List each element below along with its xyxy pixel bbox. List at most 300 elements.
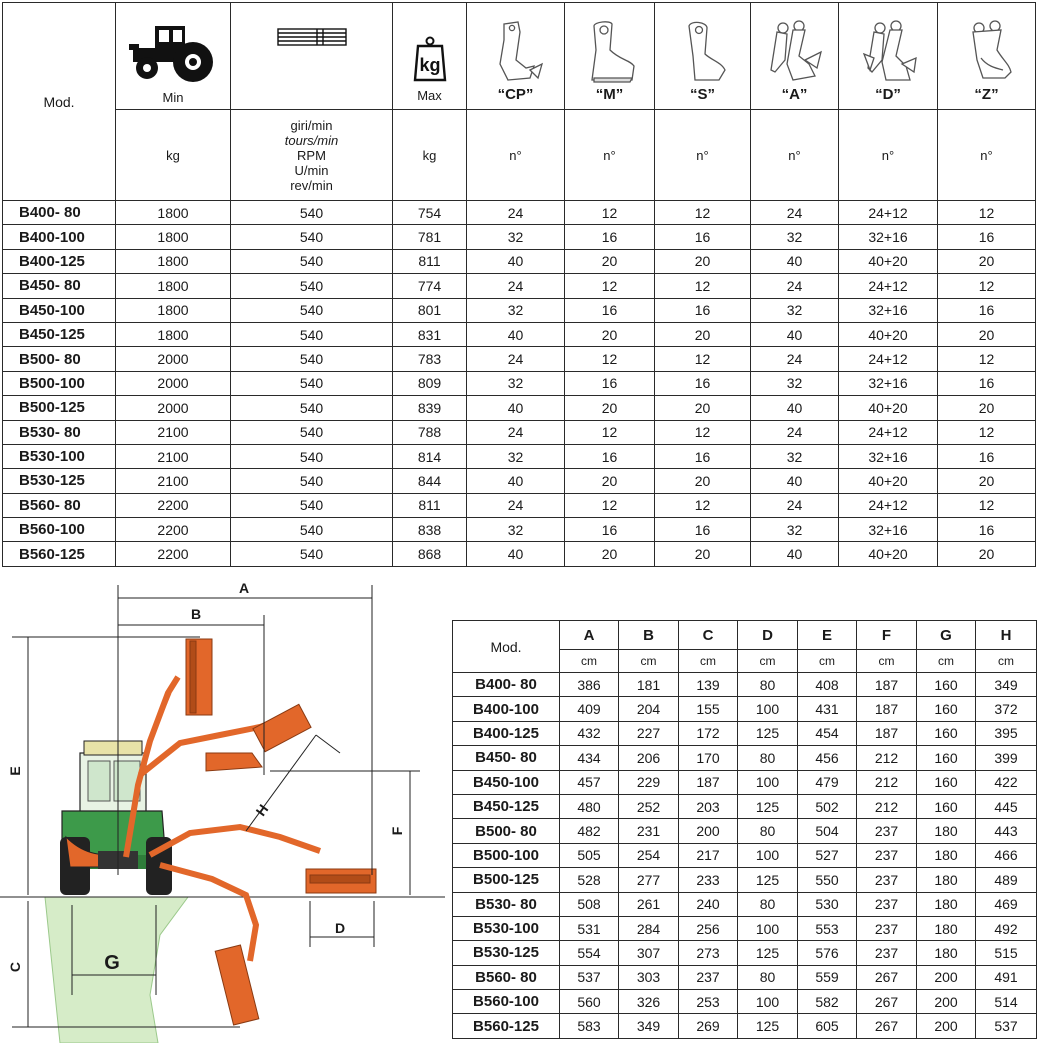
model-cell: B450-125 [3,322,116,346]
spec-row [3,493,1036,517]
value-cell: 155 [679,697,738,721]
value-cell: 284 [619,916,679,940]
dims-row [453,941,1037,965]
value-cell: 233 [679,868,738,892]
value-cell: 582 [798,990,857,1014]
blade-m-icon [580,20,640,86]
value-cell: 240 [679,892,738,916]
value-cell: 457 [560,770,619,794]
dims-unit: cm [738,650,798,673]
value-cell: 489 [976,868,1037,892]
model-cell: B530-125 [453,941,560,965]
value-cell: 32+16 [839,518,938,542]
value-cell: 16 [655,371,751,395]
blade-m-unit: n° [565,110,655,201]
tractor-min-label: Min [162,90,184,105]
kg-max-header [393,3,467,110]
value-cell: 180 [917,916,976,940]
value-cell: 20 [565,249,655,273]
value-cell: 12 [565,274,655,298]
dimensions-table-body [453,673,1037,1039]
blade-s-label: “S” [689,86,715,103]
value-cell: 540 [231,493,393,517]
value-cell: 20 [655,249,751,273]
value-cell: 540 [231,274,393,298]
dims-row [453,1014,1037,1038]
spec-table [2,2,1036,567]
value-cell: 160 [917,721,976,745]
pto-header [231,3,393,110]
dims-row [453,868,1037,892]
value-cell: 40+20 [839,249,938,273]
value-cell: 160 [917,770,976,794]
value-cell: 16 [655,298,751,322]
value-cell: 540 [231,249,393,273]
blade-a-unit: n° [751,110,839,201]
value-cell: 456 [798,746,857,770]
value-cell: 252 [619,794,679,818]
value-cell: 554 [560,941,619,965]
value-cell: 838 [393,518,467,542]
value-cell: 504 [798,819,857,843]
value-cell: 204 [619,697,679,721]
model-cell: B530- 80 [453,892,560,916]
value-cell: 831 [393,322,467,346]
dims-col-f: F [857,621,917,650]
value-cell: 32 [467,444,565,468]
model-cell: B400-100 [3,225,116,249]
value-cell: 553 [798,916,857,940]
value-cell: 277 [619,868,679,892]
value-cell: 160 [917,746,976,770]
value-cell: 12 [938,347,1036,371]
value-cell: 125 [738,794,798,818]
value-cell: 32 [751,518,839,542]
value-cell: 187 [857,721,917,745]
value-cell: 273 [679,941,738,965]
value-cell: 160 [917,697,976,721]
value-cell: 40 [467,542,565,566]
dims-row [453,721,1037,745]
blade-cp-icon [486,20,546,86]
value-cell: 540 [231,396,393,420]
value-cell: 540 [231,420,393,444]
value-cell: 80 [738,819,798,843]
value-cell: 24 [751,201,839,225]
value-cell: 206 [619,746,679,770]
model-cell: B500-100 [453,843,560,867]
value-cell: 227 [619,721,679,745]
value-cell: 200 [917,990,976,1014]
value-cell: 12 [655,493,751,517]
value-cell: 20 [938,249,1036,273]
value-cell: 80 [738,746,798,770]
value-cell: 530 [798,892,857,916]
value-cell: 372 [976,697,1037,721]
value-cell: 40 [751,322,839,346]
value-cell: 180 [917,892,976,916]
value-cell: 20 [655,469,751,493]
svg-text:kg: kg [418,55,441,75]
value-cell: 432 [560,721,619,745]
value-cell: 491 [976,965,1037,989]
model-cell: B450- 80 [453,746,560,770]
value-cell: 32 [751,371,839,395]
value-cell: 540 [231,298,393,322]
value-cell: 217 [679,843,738,867]
value-cell: 1800 [116,225,231,249]
dims-unit: cm [798,650,857,673]
value-cell: 2100 [116,444,231,468]
value-cell: 20 [938,469,1036,493]
value-cell: 40 [751,249,839,273]
value-cell: 267 [857,965,917,989]
value-cell: 443 [976,819,1037,843]
value-cell: 180 [917,843,976,867]
value-cell: 80 [738,965,798,989]
dims-row [453,746,1037,770]
dims-col-d: D [738,621,798,650]
value-cell: 237 [857,941,917,965]
value-cell: 409 [560,697,619,721]
value-cell: 2200 [116,542,231,566]
value-cell: 528 [560,868,619,892]
value-cell: 809 [393,371,467,395]
blade-s-unit: n° [655,110,751,201]
value-cell: 540 [231,347,393,371]
value-cell: 537 [560,965,619,989]
value-cell: 80 [738,673,798,697]
value-cell: 180 [917,868,976,892]
value-cell: 267 [857,990,917,1014]
value-cell: 20 [655,322,751,346]
value-cell: 181 [619,673,679,697]
dims-unit: cm [560,650,619,673]
value-cell: 180 [917,941,976,965]
spec-row [3,201,1036,225]
blade-d-unit: n° [839,110,938,201]
value-cell: 24 [751,493,839,517]
model-cell: B530- 80 [3,420,116,444]
dims-row [453,965,1037,989]
dim-label-d: D [334,920,346,936]
spec-row [3,322,1036,346]
value-cell: 187 [679,770,738,794]
value-cell: 12 [565,201,655,225]
spec-row [3,347,1036,371]
spec-row [3,371,1036,395]
model-cell: B560-125 [3,542,116,566]
value-cell: 100 [738,770,798,794]
value-cell: 20 [655,542,751,566]
value-cell: 537 [976,1014,1037,1038]
value-cell: 540 [231,371,393,395]
value-cell: 307 [619,941,679,965]
blade-d-icon [856,20,920,86]
dims-row [453,990,1037,1014]
dim-label-c: C [7,961,23,973]
value-cell: 231 [619,819,679,843]
value-cell: 12 [938,274,1036,298]
value-cell: 559 [798,965,857,989]
value-cell: 12 [565,347,655,371]
dims-row [453,892,1037,916]
dim-label-e: E [7,766,23,776]
value-cell: 492 [976,916,1037,940]
value-cell: 20 [565,542,655,566]
value-cell: 40+20 [839,542,938,566]
dims-row [453,843,1037,867]
value-cell: 40 [751,542,839,566]
dim-label-h: H [252,801,272,819]
value-cell: 80 [738,892,798,916]
value-cell: 480 [560,794,619,818]
value-cell: 386 [560,673,619,697]
value-cell: 445 [976,794,1037,818]
value-cell: 237 [679,965,738,989]
value-cell: 540 [231,201,393,225]
value-cell: 1800 [116,201,231,225]
value-cell: 479 [798,770,857,794]
model-cell: B500-125 [3,396,116,420]
pto-shaft-icon [277,26,347,48]
value-cell: 24 [467,420,565,444]
value-cell: 40 [467,396,565,420]
value-cell: 32+16 [839,371,938,395]
value-cell: 469 [976,892,1037,916]
blade-m-header [565,3,655,110]
value-cell: 349 [976,673,1037,697]
dims-row [453,770,1037,794]
value-cell: 24 [751,420,839,444]
model-cell: B450- 80 [3,274,116,298]
dims-col-h: H [976,621,1037,650]
value-cell: 40 [467,249,565,273]
value-cell: 32 [467,298,565,322]
value-cell: 40+20 [839,469,938,493]
value-cell: 1800 [116,249,231,273]
value-cell: 811 [393,493,467,517]
value-cell: 2000 [116,347,231,371]
blade-z-unit: n° [938,110,1036,201]
value-cell: 40 [751,396,839,420]
blade-z-header [938,3,1036,110]
value-cell: 32 [467,518,565,542]
value-cell: 100 [738,990,798,1014]
value-cell: 261 [619,892,679,916]
kg-max-label: Max [417,88,442,103]
value-cell: 267 [857,1014,917,1038]
value-cell: 203 [679,794,738,818]
value-cell: 1800 [116,274,231,298]
value-cell: 212 [857,770,917,794]
value-cell: 1800 [116,322,231,346]
value-cell: 12 [655,347,751,371]
value-cell: 408 [798,673,857,697]
dims-unit: cm [679,650,738,673]
tractor-min-header [116,3,231,110]
model-cell: B450-100 [3,298,116,322]
value-cell: 32 [467,225,565,249]
value-cell: 434 [560,746,619,770]
value-cell: 12 [655,274,751,298]
value-cell: 788 [393,420,467,444]
tractor-icon [127,22,219,84]
value-cell: 212 [857,794,917,818]
value-cell: 482 [560,819,619,843]
spec-row [3,249,1036,273]
value-cell: 187 [857,697,917,721]
value-cell: 540 [231,322,393,346]
value-cell: 187 [857,673,917,697]
model-cell: B560-100 [453,990,560,1014]
value-cell: 431 [798,697,857,721]
value-cell: 200 [917,1014,976,1038]
value-cell: 172 [679,721,738,745]
value-cell: 100 [738,916,798,940]
blade-z-label: “Z” [974,86,999,103]
model-cell: B400-125 [3,249,116,273]
value-cell: 2100 [116,420,231,444]
value-cell: 160 [917,794,976,818]
value-cell: 12 [655,201,751,225]
value-cell: 508 [560,892,619,916]
value-cell: 40+20 [839,322,938,346]
dims-unit: cm [857,650,917,673]
value-cell: 2200 [116,493,231,517]
value-cell: 16 [938,298,1036,322]
value-cell: 16 [565,298,655,322]
blade-a-label: “A” [781,86,808,103]
blade-z-icon [957,20,1017,86]
value-cell: 254 [619,843,679,867]
dims-unit: cm [917,650,976,673]
value-cell: 2200 [116,518,231,542]
value-cell: 180 [917,819,976,843]
value-cell: 237 [857,868,917,892]
value-cell: 399 [976,746,1037,770]
value-cell: 16 [565,444,655,468]
value-cell: 237 [857,892,917,916]
spec-table-body [3,201,1036,567]
value-cell: 20 [565,322,655,346]
value-cell: 349 [619,1014,679,1038]
value-cell: 801 [393,298,467,322]
value-cell: 32+16 [839,444,938,468]
value-cell: 237 [857,843,917,867]
value-cell: 326 [619,990,679,1014]
dim-label-a: A [238,580,250,596]
value-cell: 783 [393,347,467,371]
value-cell: 200 [679,819,738,843]
spec-row [3,444,1036,468]
value-cell: 20 [565,396,655,420]
value-cell: 32 [751,225,839,249]
value-cell: 12 [655,420,751,444]
value-cell: 16 [565,371,655,395]
spec-mod-header: Mod. [3,3,116,201]
model-cell: B500- 80 [453,819,560,843]
value-cell: 24 [751,347,839,371]
value-cell: 32 [751,444,839,468]
pto-units: giri/min tours/min RPM U/min rev/min [231,110,393,201]
value-cell: 814 [393,444,467,468]
value-cell: 583 [560,1014,619,1038]
spec-row [3,518,1036,542]
value-cell: 2000 [116,371,231,395]
dim-label-b: B [190,606,202,622]
value-cell: 20 [655,396,751,420]
dims-unit: cm [976,650,1037,673]
value-cell: 514 [976,990,1037,1014]
dimensions-table [452,620,1037,1039]
value-cell: 20 [938,542,1036,566]
value-cell: 466 [976,843,1037,867]
value-cell: 12 [938,420,1036,444]
value-cell: 100 [738,843,798,867]
value-cell: 212 [857,746,917,770]
spec-row [3,225,1036,249]
value-cell: 422 [976,770,1037,794]
model-cell: B500-125 [453,868,560,892]
value-cell: 2100 [116,469,231,493]
dim-label-f: F [389,826,405,836]
value-cell: 24+12 [839,493,938,517]
blade-d-label: “D” [875,86,901,103]
value-cell: 40+20 [839,396,938,420]
value-cell: 24+12 [839,420,938,444]
kg-max-unit: kg [393,110,467,201]
value-cell: 40 [467,469,565,493]
blade-a-header [751,3,839,110]
value-cell: 16 [655,444,751,468]
dims-mod-header: Mod. [453,621,560,673]
value-cell: 16 [938,225,1036,249]
value-cell: 32+16 [839,225,938,249]
blade-s-icon [673,20,733,86]
value-cell: 20 [565,469,655,493]
value-cell: 12 [565,493,655,517]
spec-row [3,274,1036,298]
value-cell: 16 [938,371,1036,395]
value-cell: 269 [679,1014,738,1038]
model-cell: B500- 80 [3,347,116,371]
dims-row [453,697,1037,721]
value-cell: 16 [565,518,655,542]
value-cell: 774 [393,274,467,298]
value-cell: 12 [565,420,655,444]
value-cell: 1800 [116,298,231,322]
value-cell: 253 [679,990,738,1014]
dims-unit: cm [619,650,679,673]
value-cell: 576 [798,941,857,965]
dims-col-b: B [619,621,679,650]
dims-row [453,794,1037,818]
value-cell: 16 [938,444,1036,468]
model-cell: B400- 80 [3,201,116,225]
value-cell: 256 [679,916,738,940]
blade-cp-unit: n° [467,110,565,201]
value-cell: 24 [467,201,565,225]
mower-dimension-diagram [0,575,445,1043]
blade-s-header [655,3,751,110]
dims-row [453,819,1037,843]
value-cell: 505 [560,843,619,867]
model-cell: B400-100 [453,697,560,721]
blade-m-label: “M” [595,86,624,103]
model-cell: B560-125 [453,1014,560,1038]
blade-d-header [839,3,938,110]
